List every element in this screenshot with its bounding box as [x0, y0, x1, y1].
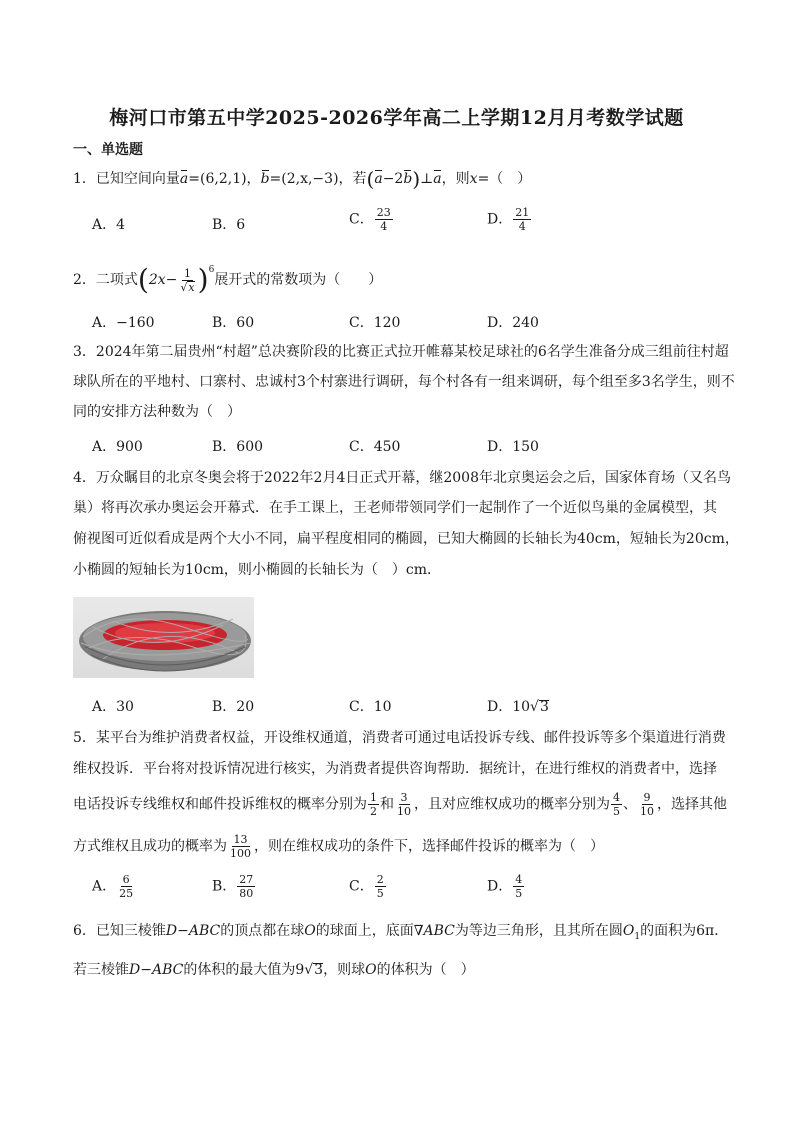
question-3-line-1: 3．2024年第二届贵州“村超”总决赛阶段的比赛正式拉开帷幕某校足球社的6名学生准备分成三组前往村超	[73, 344, 729, 360]
question-5-line-2: 维权投诉．平台将对投诉情况进行核实，为消费者提供咨询帮助．据统计，在进行维权的消费者中，选择	[73, 761, 717, 777]
q5-option-c: C． $\frac{2}{5}$	[349, 873, 384, 900]
question-6-line-1: 6．已知三棱锥D−ABC的顶点都在球O的球面上，底面∇ABC为等边三角形，且其所在圆$O_1$的面积为6π．	[73, 923, 729, 942]
page-title: 梅河口市第五中学2025-2026学年高二上学期12月月考数学试题	[109, 107, 684, 129]
q4-option-d: D．10√3	[487, 699, 549, 715]
q3-option-b: B．600	[212, 439, 264, 455]
question-5-line-4: 方式维权且成功的概率为 $\frac{13}{100}$ ，则在维权成功的条件下，选择邮件投诉的概率为（ ）	[73, 833, 604, 860]
q5-option-d: D． $\frac{4}{5}$	[487, 873, 523, 900]
question-4-line-3: 俯视图可近似看成是两个大小不同，扁平程度相同的椭圆，已知大椭圆的长轴长为40cm，短轴长为20cm，	[73, 531, 739, 547]
section-heading: 一、单选题	[73, 142, 143, 158]
q4-option-c: C．10	[349, 699, 392, 715]
question-4-line-1: 4．万众瞩目的北京冬奥会将于2022年2月4日正式开幕，继2008年北京奥运会之后，国家体育场（又名鸟	[73, 470, 731, 486]
question-4-line-2: 巢）将再次承办奥运会开幕式．在手工课上，王老师带领同学们一起制作了一个近似鸟巢的金属模型，其	[73, 500, 717, 516]
q1-option-c: C． $\frac{23}{4}$	[349, 206, 391, 233]
vector-b: b	[260, 171, 270, 187]
q5-option-a: A． $\frac{6}{25}$	[92, 873, 134, 900]
birds-nest-model-image	[73, 597, 254, 678]
question-3-line-3: 同的安排方法种数为（ ）	[73, 404, 241, 420]
q4-option-a: A．30	[92, 699, 134, 715]
birds-nest-model-icon	[73, 597, 254, 678]
q3-option-d: D．150	[487, 439, 539, 455]
question-1: 1．已知空间向量a=(6,2,1)，b=(2,x,−3)，若(a−2b)⊥a，则x=（ ）	[73, 167, 532, 191]
q2-option-a: A．−160	[92, 315, 155, 331]
question-4-line-4: 小椭圆的短轴长为10cm，则小椭圆的长轴长为（ ）cm．	[73, 562, 442, 578]
q4-option-b: B．20	[212, 699, 255, 715]
q1-option-b: B．6	[212, 217, 246, 233]
q5-option-b: B． $\frac{27}{80}$	[212, 873, 254, 900]
q1-option-d: D． $\frac{21}{4}$	[487, 206, 530, 233]
q1-option-a: A．4	[92, 217, 126, 233]
question-5-line-1: 5．某平台为维护消费者权益，开设维权通道，消费者可通过电话投诉专线、邮件投诉等多个渠道进行消费	[73, 730, 726, 746]
vector-a: a	[179, 171, 189, 187]
q3-option-a: A．900	[92, 439, 143, 455]
question-2: 2．二项式(2x− $\frac{1}{√x}$ )$^6$展开式的常数项为（ ）	[73, 263, 383, 296]
question-3-line-2: 球队所在的平地村、口寨村、忠诚村3个村寨进行调研，每个村各有一组来调研，每个组至多3名学生，则不	[73, 374, 735, 390]
question-6-line-2: 若三棱锥D−ABC的体积的最大值为9√3，则球O的体积为（ ）	[73, 962, 475, 978]
q3-option-c: C．450	[349, 439, 401, 455]
question-5-line-3: 电话投诉专线维权和邮件投诉维权的概率分别为 $\frac{1}{2}$ 和 $\frac{3}{10}$ ，且对应维权成功的概率分别为 $\frac{4}{5}$ 、 $\frac{9}{10}$ ，选择其他	[73, 791, 727, 818]
q2-option-c: C．120	[349, 315, 401, 331]
q2-option-b: B．60	[212, 315, 255, 331]
q2-option-d: D．240	[487, 315, 539, 331]
